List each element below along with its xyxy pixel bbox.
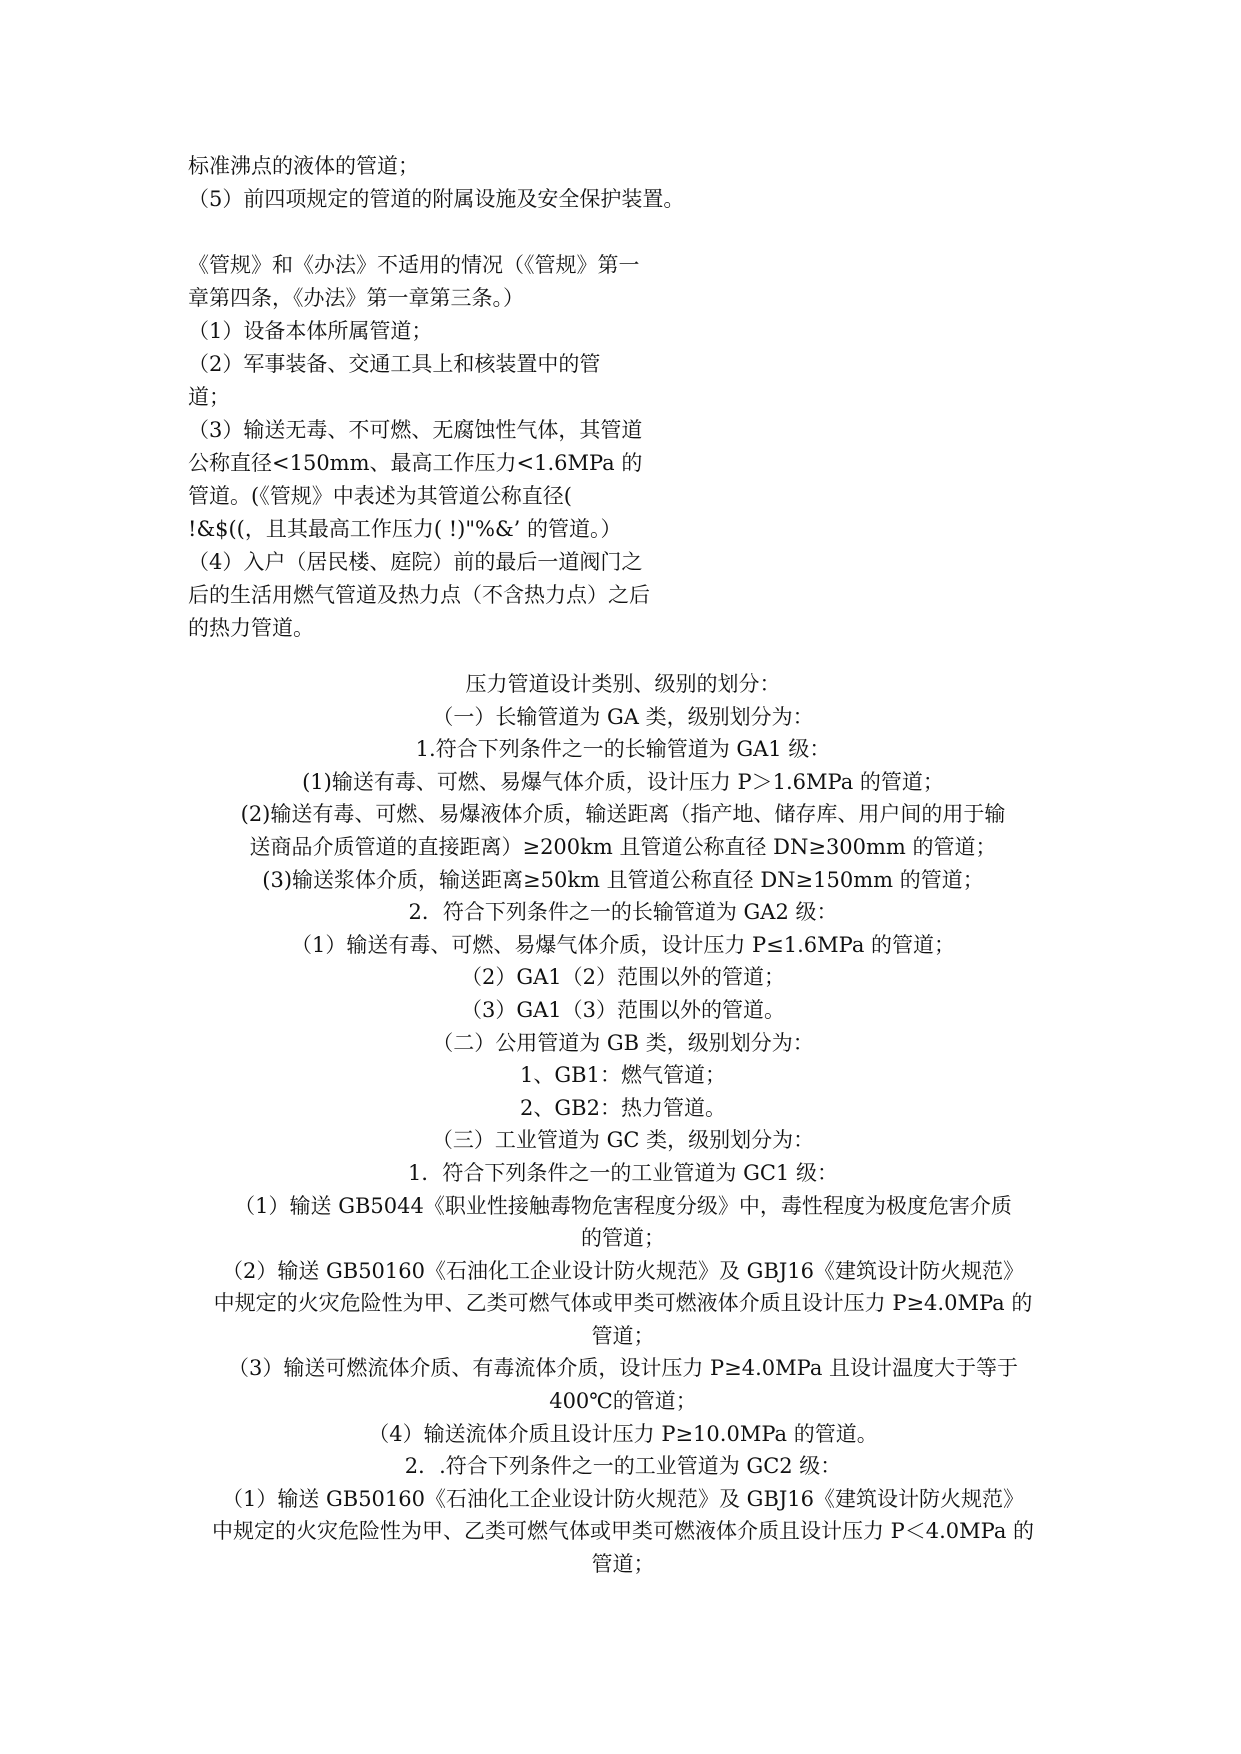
text-line: （2）军事装备、交通工具上和核装置中的管 xyxy=(188,352,601,376)
text-line: （1）设备本体所属管道； xyxy=(188,319,433,343)
text-line: 2．.符合下列条件之一的工业管道为 GC2 级： xyxy=(404,1454,842,1479)
text-line: 道； xyxy=(188,385,230,409)
text-line: 公称直径<150mm、最高工作压力<1.6MPa 的 xyxy=(188,451,643,475)
text-line: （1）输送 GB50160《石油化工企业设计防火规范》及 GBJ16《建筑设计防火规范》 xyxy=(221,1486,1025,1511)
text-line: 1．符合下列条件之一的工业管道为 GC1 级： xyxy=(408,1160,838,1185)
text-line: 管道。(《管规》中表述为其管道公称直径( xyxy=(188,484,572,508)
text-line: （3）GA1（3）范围以外的管道。 xyxy=(460,997,786,1022)
text-line: 《管规》和《办法》不适用的情况（《管规》第一 xyxy=(188,253,640,277)
text-line: （1）输送有毒、可燃、易爆气体介质，设计压力 P≤1.6MPa 的管道； xyxy=(290,932,956,957)
text-line: 2、GB2：热力管道。 xyxy=(520,1095,726,1120)
text-line: 标准沸点的液体的管道； xyxy=(188,154,419,178)
text-line: (2)输送有毒、可燃、易爆液体介质，输送距离（指产地、储存库、用户间的用于输 xyxy=(240,802,1006,827)
text-line: （4）输送流体介质且设计压力 P≥10.0MPa 的管道。 xyxy=(368,1421,878,1446)
section-heading: 压力管道设计类别、级别的划分： xyxy=(465,672,781,696)
text-line: （1）输送 GB5044《职业性接触毒物危害程度分级》中，毒性程度为极度危害介质 xyxy=(234,1193,1012,1218)
text-line: （二）公用管道为 GB 类，级别划分为： xyxy=(432,1030,814,1055)
text-line: (3)输送浆体介质，输送距离≥50km 且管道公称直径 DN≥150mm 的管道； xyxy=(262,867,984,892)
text-line: (1)输送有毒、可燃、易爆气体介质，设计压力 P＞1.6MPa 的管道； xyxy=(302,769,944,794)
text-line: 的热力管道。 xyxy=(188,616,314,640)
text-line: 后的生活用燃气管道及热力点（不含热力点）之后 xyxy=(188,583,650,607)
text-line: （一）长输管道为 GA 类，级别划分为： xyxy=(432,704,814,729)
text-line: （三）工业管道为 GC 类，级别划分为： xyxy=(431,1128,815,1153)
text-line: 400℃的管道； xyxy=(549,1389,697,1414)
text-line: 中规定的火灾危险性为甲、乙类可燃气体或甲类可燃液体介质且设计压力 P≥4.0MPa 的 xyxy=(213,1291,1033,1316)
text-line: （4）入户（居民楼、庭院）前的最后一道阀门之 xyxy=(188,550,643,574)
text-line: 管道； xyxy=(591,1552,655,1577)
text-line: 中规定的火灾危险性为甲、乙类可燃气体或甲类可燃液体介质且设计压力 P＜4.0MPa 的 xyxy=(211,1519,1035,1544)
text-line: 管道； xyxy=(591,1323,655,1348)
text-line: （2）输送 GB50160《石油化工企业设计防火规范》及 GBJ16《建筑设计防火规范》 xyxy=(221,1258,1025,1283)
text-line: （5）前四项规定的管道的附属设施及安全保护装置。 xyxy=(188,187,685,211)
scope-section xyxy=(188,150,708,645)
text-line: 的管道； xyxy=(581,1226,665,1251)
text-line: （3）输送可燃流体介质、有毒流体介质，设计压力 P≥4.0MPa 且设计温度大于等于 xyxy=(227,1356,1019,1381)
text-line: 章第四条，《办法》第一章第三条。） xyxy=(188,286,524,310)
text-line: （2）GA1（2）范围以外的管道； xyxy=(460,965,786,990)
text-line: 2．符合下列条件之一的长输管道为 GA2 级： xyxy=(408,900,838,925)
text-line: 1.符合下列条件之一的长输管道为 GA1 级： xyxy=(415,737,831,762)
paragraph-gap xyxy=(188,216,708,249)
text-line: !&$((，且其最高工作压力( !)"%&’ 的管道。） xyxy=(188,517,622,541)
text-line: 送商品介质管道的直接距离）≥200km 且管道公称直径 DN≥300mm 的管道； xyxy=(249,834,997,859)
text-line: （3）输送无毒、不可燃、无腐蚀性气体，其管道 xyxy=(188,418,643,442)
text-line: 1、GB1：燃气管道； xyxy=(520,1063,726,1088)
classification-section xyxy=(188,668,1058,1581)
